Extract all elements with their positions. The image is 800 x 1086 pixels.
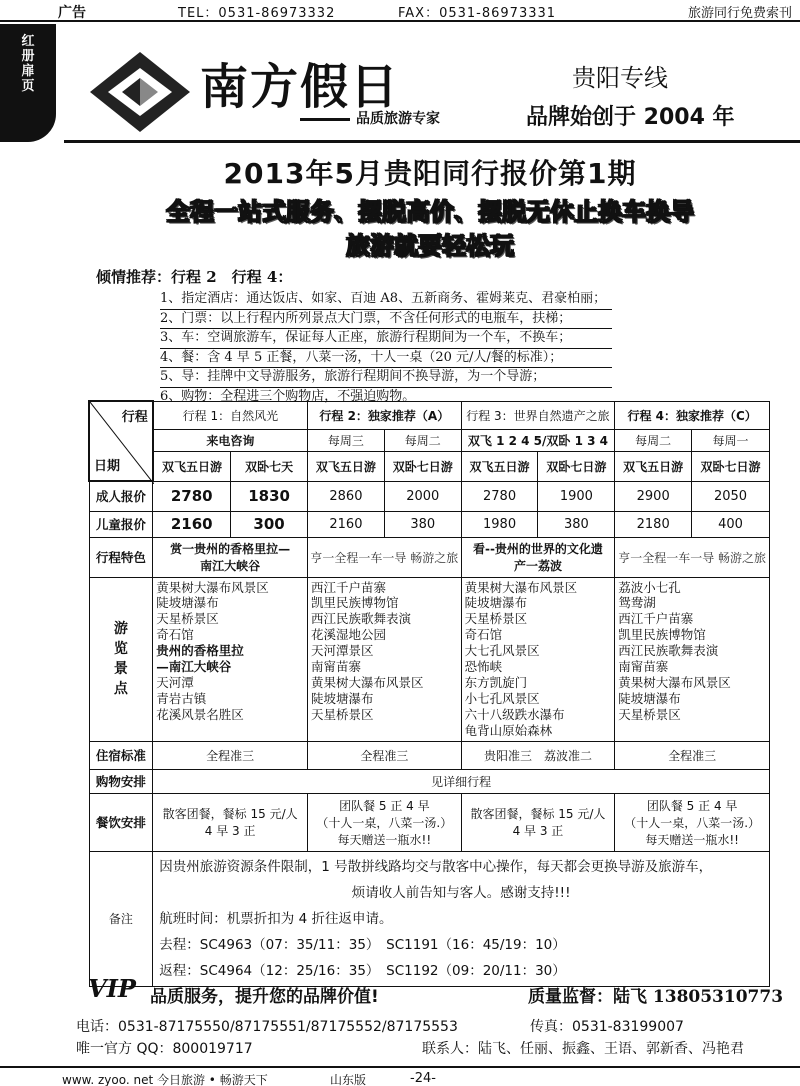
recommend-label: 倾情推荐：行程 2 行程 4： [96,268,293,286]
sight-item: 奇石馆 [464,627,503,643]
sight-item: 陡坡塘瀑布 [156,595,219,611]
sight-item: 陡坡塘瀑布 [311,690,374,706]
feature-text: 看--贵州的世界的文化遗 [472,542,603,556]
sights-cell [461,577,615,741]
sight-item: 南甯苗寨 [618,659,669,675]
sight-item: 凯里民族博物馆 [618,627,706,643]
note-item: 2、门票：以上行程内所列景点大门票，不含任何形式的电瓶车，扶梯； [160,310,612,330]
brand-name: 南方假日 [200,59,401,115]
mode-cell: 双卧七日游 [692,451,770,481]
header-index-label: 旅游同行免费索刊 [687,6,792,21]
meals-text: 团队餐 5 正 4 早 [339,798,430,813]
remark-line: 去程：SC4963（07：35/11：35） SC1191（16：45/19：10） [159,936,566,953]
corner-itinerary-label: 行程 [121,410,148,425]
remarks-label: 备注 [89,851,153,986]
feature-cell: 亨一全程一车一导 畅游之旅 [615,537,770,577]
footer-province: 山东版 [330,1073,367,1086]
sight-item: 黄果树大瀑布风景区 [464,579,578,595]
sight-item: 西江民族歌舞表演 [618,643,719,659]
sight-item: 青岩古镇 [156,690,207,706]
page-number: -24- [410,1071,436,1086]
lodging-cell: 全程准三 [153,741,308,769]
adult-price: 2780 [153,481,231,511]
note-item: 5、导：挂牌中文导游服务，旅游行程期间不换导游，为一个导游； [160,368,612,388]
meals-label: 餐饮安排 [89,793,153,851]
sight-item: 天星桥景区 [311,706,374,722]
itinerary-header: 行程 1：自然风光 [153,401,308,429]
sight-item: 陡坡塘瀑布 [618,690,681,706]
adult-price: 1900 [538,481,615,511]
slogan-line-2: 旅游就要轻松玩 [346,231,514,260]
side-tab [0,24,56,142]
side-tab-label: 红册扉页 [21,34,35,94]
mode-cell: 双卧七日游 [384,451,461,481]
feature-text: 南江大峡谷 [200,559,261,573]
child-price: 380 [384,511,461,537]
feature-cell [153,537,308,577]
sights-cell [308,577,462,741]
sight-item: 西江千户苗寨 [618,611,694,627]
sight-item: 黄果树大瀑布风景区 [156,579,269,595]
sight-item: 恐怖峡 [464,659,503,675]
adult-price: 2860 [308,481,385,511]
sight-item: 六十八级跌水瀑布 [464,706,565,722]
adult-price: 2000 [384,481,461,511]
footer-site: www. zyoo. net 今日旅游 • 畅游天下 [62,1073,268,1086]
child-price-label: 儿童报价 [89,511,153,537]
corner-date-label: 日期 [94,459,121,474]
note-item: 3、车：空调旅游车，保证每人正座，旅游行程期间为一个车，不换车； [160,329,612,349]
sight-item: 小七孔风景区 [464,690,540,706]
notes-list [160,290,612,407]
sight-item: 东方凯旋门 [464,674,528,690]
meals-text: 4 早 3 正 [204,824,256,839]
quality-supervision: 质量监督：陆飞 13805310773 [528,987,784,1007]
mode-cell: 双飞五日游 [308,451,385,481]
adult-price: 2900 [615,481,692,511]
mode-cell: 双飞五日游 [153,451,231,481]
child-price: 2160 [153,511,231,537]
vip-slogan: 品质服务，提升您的品牌价值! [150,987,379,1007]
remark-line: 返程：SC4964（12：25/16：35） SC1192（09：20/11：30） [159,962,566,979]
sights-cell [153,577,308,741]
sight-item: 龟背山原始森林 [464,722,553,738]
feature-cell [461,537,615,577]
mode-cell: 双卧七天 [231,451,308,481]
lodging-cell: 全程准三 [308,741,462,769]
meals-text: （十人一桌，八菜一汤.） [624,815,761,830]
sight-item: 西江民族歌舞表演 [311,611,412,627]
date-cell: 每周二 [615,429,692,451]
vip-logo: VIP [88,974,136,1003]
adult-price: 2050 [692,481,770,511]
child-price: 1980 [461,511,538,537]
adult-price: 1830 [231,481,308,511]
date-cell: 每周二 [384,429,461,451]
contact-qq: 唯一官方 QQ：800019717 [76,1041,253,1057]
sight-item: 花溪风景名胜区 [156,706,244,722]
meals-text: 每天赠送一瓶水!! [645,832,739,847]
remark-line: 航班时间：机票折扣为 4 折往返申请。 [159,910,393,927]
mode-cell: 双卧七日游 [538,451,615,481]
slogan-line-1: 全程一站式服务、摆脱高价、摆脱无休止换车换导 [166,197,694,226]
meals-text: 4 早 3 正 [512,824,564,839]
remark-line: 因贵州旅游资源条件限制，1 号散拼线路均交与散客中心操作，每天都会更换导游及旅游车， [159,858,713,875]
child-price: 2180 [615,511,692,537]
contact-fax: 传真：0531-83199007 [530,1019,684,1035]
header-tel: TEL：0531-86973332 [178,6,336,21]
sight-item: 黄果树大瀑布风景区 [311,674,424,690]
shopping-cell: 见详细行程 [153,769,770,793]
top-bar [0,0,800,22]
header-divider [64,140,800,143]
table-corner [89,401,153,481]
sight-item: 天星桥景区 [618,706,681,722]
child-price: 300 [231,511,308,537]
meals-text: 团队餐 5 正 4 早 [646,798,738,813]
mode-cell: 双飞五日游 [615,451,692,481]
price-table [88,400,770,987]
sights-label: 游览景点 [113,621,128,698]
sight-item: 贵州的香格里拉 [156,643,244,659]
sights-label-cell [89,577,153,741]
meals-text: 散客团餐，餐标 15 元/人 [162,807,298,822]
feature-label: 行程特色 [89,537,153,577]
sight-item: 天河潭 [156,674,194,690]
footer [0,1066,800,1086]
meals-cell [461,793,615,851]
sight-item: 西江千户苗寨 [311,579,387,595]
feature-text: 产一荔波 [513,559,562,573]
child-price: 380 [538,511,615,537]
ad-label: 广告 [58,5,86,21]
sight-item: 天星桥景区 [464,611,528,627]
sight-item: 黄果树大瀑布风景区 [618,674,731,690]
meals-text: 每天赠送一瓶水!! [337,832,432,847]
adult-price-label: 成人报价 [89,481,153,511]
date-cell: 每周三 [308,429,385,451]
sight-item: 荔波小七孔 [618,579,681,595]
sight-item: 陡坡塘瀑布 [464,595,528,611]
meals-text: 散客团餐，餐标 15 元/人 [470,807,606,822]
brand-since: 品牌始创于 2004 年 [526,105,735,130]
sight-item: 南甯苗寨 [311,659,362,675]
sight-item: 奇石馆 [156,627,194,643]
meals-cell [153,793,308,851]
sight-item: —南江大峡谷 [156,659,232,675]
route-title: 贵阳专线 [572,64,668,92]
note-item: 1、指定酒店：通达饭店、如家、百迪 A8、五新商务、霍姆莱克、君豪柏丽； [160,290,612,310]
date-cell: 来电咨询 [153,429,308,451]
sight-item: 鸳鸯湖 [618,595,656,611]
note-item: 6、购物：全程进三个购物店，不强迫购物。 [160,388,416,404]
date-cell: 每周一 [692,429,770,451]
child-price: 400 [692,511,770,537]
itinerary-header: 行程 3：世界自然遗产之旅 [461,401,615,429]
lodging-cell: 全程准三 [615,741,770,769]
meals-cell [308,793,462,851]
remark-line: 烦请收人前告知与客人。感谢支持!!! [351,884,571,901]
lodging-cell: 贵阳准三 荔波准二 [461,741,615,769]
itinerary-header: 行程 4：独家推荐（C） [615,401,770,429]
note-item: 4、餐：含 4 早 5 正餐，八菜一汤，十人一桌（20 元/人/餐的标准）； [160,349,612,369]
page-title: 2013年5月贵阳同行报价第1期 [223,157,637,190]
sight-item: 大七孔风景区 [464,643,540,659]
meals-cell [615,793,770,851]
remarks-cell [153,851,770,986]
contact-persons: 联系人：陆飞、任丽、振鑫、王语、郭新香、冯艳君 [422,1041,744,1057]
lodging-label: 住宿标准 [89,741,153,769]
mode-cell: 双飞五日游 [461,451,538,481]
sight-item: 天河潭景区 [311,643,374,659]
contact-phone: 电话：0531-87175550/87175551/87175552/87175553 [76,1019,458,1035]
adult-price: 2780 [461,481,538,511]
brand-logo-icon [88,50,192,134]
shopping-label: 购物安排 [89,769,153,793]
sights-cell [615,577,770,741]
header-fax: FAX：0531-86973331 [398,6,557,21]
contact-row-1 [76,1016,800,1036]
itinerary-header: 行程 2：独家推荐（A） [308,401,462,429]
meals-text: （十人一桌，八菜一汤.） [316,815,453,830]
sight-item: 凯里民族博物馆 [311,595,399,611]
brand-tagline: 品质旅游专家 [300,108,440,128]
date-cell: 双飞 1 2 4 5/双卧 1 3 4 [461,429,615,451]
contact-row-2 [76,1038,800,1058]
feature-text: 赏一贵州的香格里拉— [170,542,291,556]
sight-item: 天星桥景区 [156,611,219,627]
sight-item: 花溪湿地公园 [311,627,387,643]
feature-cell: 亨一全程一车一导 畅游之旅 [308,537,462,577]
child-price: 2160 [308,511,385,537]
